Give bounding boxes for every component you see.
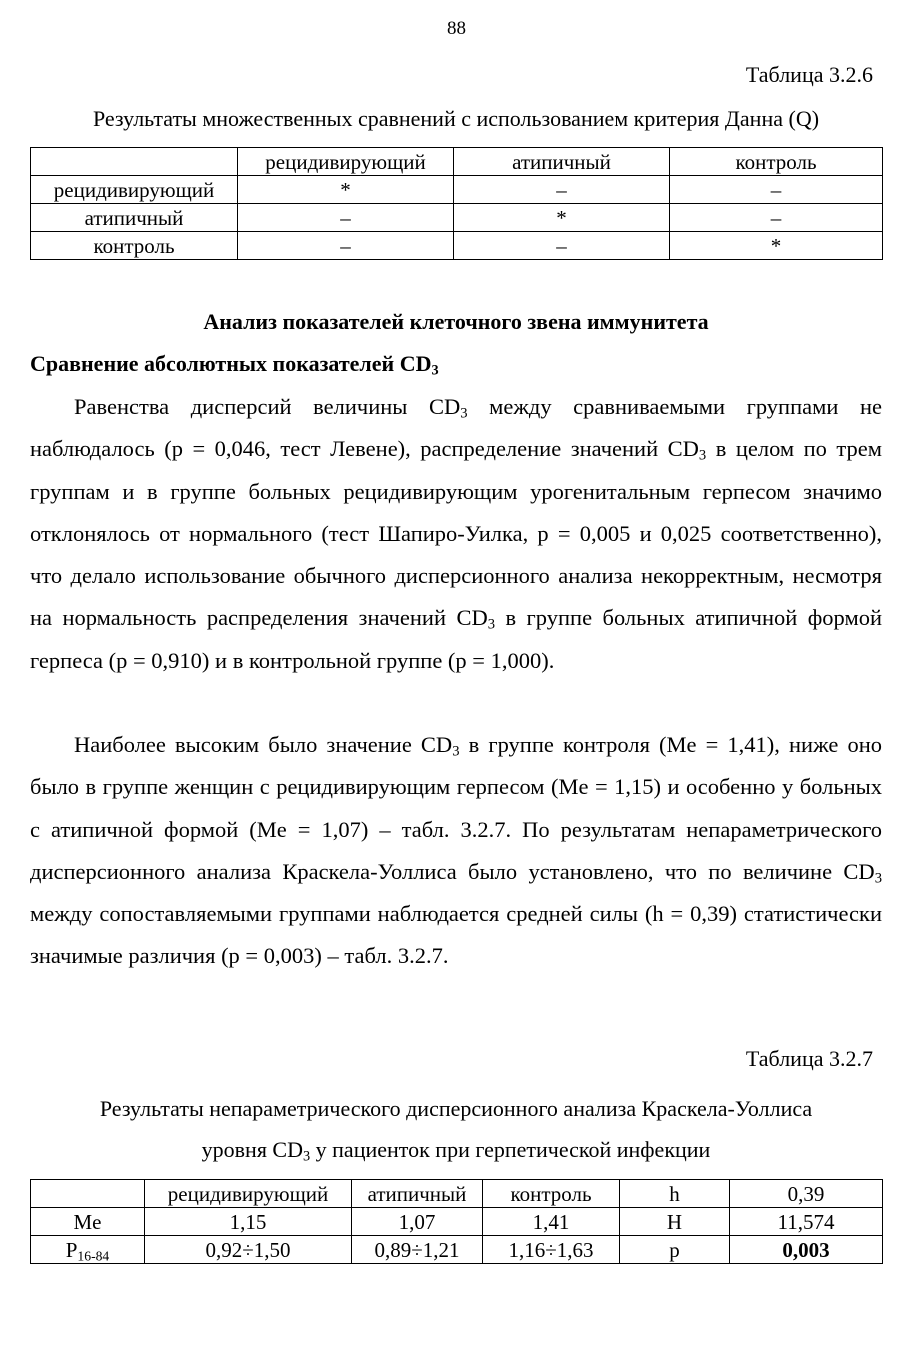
table-cell: 1,15 <box>145 1208 352 1236</box>
table-header-cell: атипичный <box>352 1180 483 1208</box>
table-caption <box>30 1137 882 1163</box>
table-header-cell: h <box>620 1180 730 1208</box>
table-row <box>31 176 883 204</box>
table-row <box>31 1208 883 1236</box>
table-header-cell: 0,39 <box>730 1180 883 1208</box>
table-header-cell: рецидивирующий <box>238 148 454 176</box>
table-cell: p <box>620 1236 730 1264</box>
subscript: 16-84 <box>77 1247 110 1263</box>
table-row <box>31 204 883 232</box>
table-header-cell: контроль <box>483 1180 620 1208</box>
subsection-title-text: Сравнение абсолютных показателей CD <box>30 351 432 376</box>
kruskal-wallis-table <box>30 1179 883 1264</box>
subscript: 3 <box>303 1148 311 1165</box>
row-label-text: P <box>65 1237 78 1262</box>
table-header-cell: контроль <box>670 148 883 176</box>
row-label: атипичный <box>31 204 238 232</box>
table-cell: 1,07 <box>352 1208 483 1236</box>
dunn-comparison-table <box>30 147 883 260</box>
table-cell: 0,92÷1,50 <box>145 1236 352 1264</box>
table-cell: – <box>238 232 454 260</box>
table-row <box>31 232 883 260</box>
text-run: в группе контроля (Me = 1,41), ниже оно было в группе женщин с рецидивирующим герпесом (Me = 1,15) и особенно у больных с атипичной формой (Me = 1,07) – табл. 3.2.7. По результатам непараметрического дисперсионного анализа Краскела-Уоллиса было установлено, что по величине CD <box>30 732 882 884</box>
paragraph <box>30 724 882 978</box>
table-cell <box>31 148 238 176</box>
text-run: Равенства дисперсий величины CD <box>74 394 461 419</box>
page-number: 88 <box>447 18 466 39</box>
caption-text: у пациенток при герпетической инфекции <box>310 1137 711 1162</box>
table-cell: * <box>670 232 883 260</box>
table-header-cell: рецидивирующий <box>145 1180 352 1208</box>
table-cell: – <box>454 176 670 204</box>
caption-text: уровня CD <box>201 1137 303 1162</box>
table-cell: – <box>454 232 670 260</box>
table-caption: Результаты множественных сравнений с использованием критерия Данна (Q) <box>92 106 820 131</box>
table-caption: Результаты непараметрического дисперсионного анализа Краскела-Уоллиса <box>99 1096 813 1121</box>
subsection-title <box>30 351 882 377</box>
subscript: 3 <box>487 617 496 634</box>
text-run: между сопоставляемыми группами наблюдается средней силы (h = 0,39) статистически значимые различия (р = 0,003) – табл. 3.2.7. <box>30 901 882 969</box>
table-cell: – <box>670 176 883 204</box>
table-header-cell: атипичный <box>454 148 670 176</box>
table-cell <box>31 1180 145 1208</box>
section-title: Анализ показателей клеточного звена иммунитета <box>203 309 709 334</box>
text-run: Наиболее высоким было значение CD <box>74 732 453 757</box>
table-label: Таблица 3.2.7 <box>745 1046 873 1071</box>
table-label: Таблица 3.2.6 <box>745 62 873 87</box>
table-cell: 0,003 <box>730 1236 883 1264</box>
table-header-row <box>31 1180 883 1208</box>
text-run: между сравниваемыми группами не наблюдалось (р = 0,046, тест Левене), распределение значений CD <box>30 394 882 462</box>
table-cell: 1,41 <box>483 1208 620 1236</box>
table-cell: H <box>620 1208 730 1236</box>
table-cell: * <box>238 176 454 204</box>
text-run: в группе больных атипичной формой герпеса (р = 0,910) и в контрольной группе (р = 1,000). <box>30 605 882 673</box>
row-label: Me <box>31 1208 145 1236</box>
table-header-row <box>31 148 883 176</box>
subscript: 3 <box>431 362 439 379</box>
table-cell: – <box>238 204 454 232</box>
row-label <box>31 1236 145 1264</box>
paragraph <box>30 386 882 682</box>
row-label: контроль <box>31 232 238 260</box>
table-cell: – <box>670 204 883 232</box>
subscript: 3 <box>460 405 468 422</box>
subscript: 3 <box>698 447 707 464</box>
text-run: в целом по трем группам и в группе больных рецидивирующим урогенитальным герпесом значимо отклонялось от нормального (тест Шапиро-Уилка, р = 0,005 и 0,025 соответственно), что делало использование обычного дисперсионного анализа некорректным, несмотря на нормальность распределения значений CD <box>30 436 883 631</box>
subscript: 3 <box>452 743 460 760</box>
table-cell: 1,16÷1,63 <box>483 1236 620 1264</box>
table-cell: * <box>454 204 670 232</box>
subscript: 3 <box>874 870 882 887</box>
table-row <box>31 1236 883 1264</box>
row-label: рецидивирующий <box>31 176 238 204</box>
table-cell: 0,89÷1,21 <box>352 1236 483 1264</box>
table-cell: 11,574 <box>730 1208 883 1236</box>
